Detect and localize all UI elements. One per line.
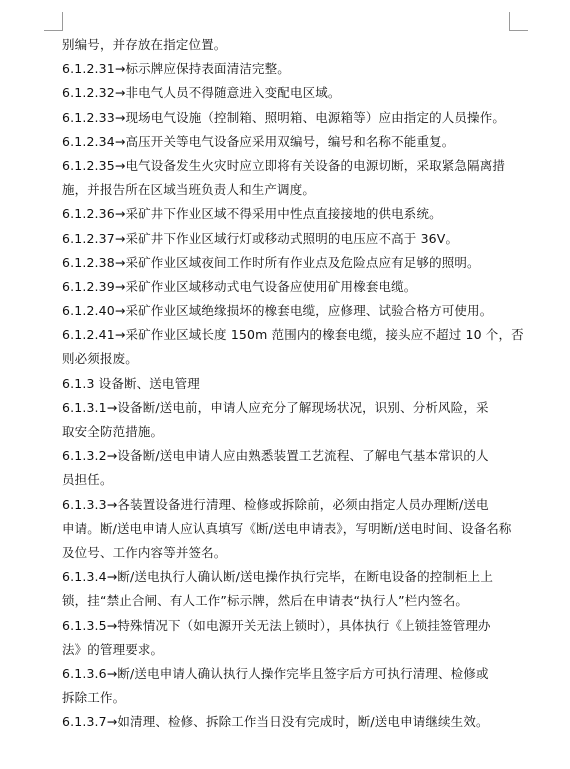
text-line: 6.1.2.31→标示牌应保持表面清洁完整。 bbox=[62, 61, 290, 77]
text-line: 6.1.2.37→采矿井下作业区域行灯或移动式照明的电压应不高于 36V。 bbox=[62, 230, 459, 246]
text-line: 6.1.3.5→特殊情况下（如电源开关无法上锁时），具体执行《上锁挂签管理办 bbox=[62, 617, 491, 633]
text-line: 6.1.2.34→高压开关等电气设备应采用双编号，编号和名称不能重复。 bbox=[62, 133, 455, 149]
text-line: 6.1.2.38→采矿作业区域夜间工作时所有作业点及危险点应有足够的照明。 bbox=[62, 254, 480, 270]
text-line: 员担任。 bbox=[62, 472, 113, 488]
text-line: 则必须报废。 bbox=[62, 351, 138, 367]
text-line: 6.1.2.41→采矿作业区域长度 150m 范围内的橡套电缆，接头应不超过 10 个，否 bbox=[62, 327, 524, 343]
text-line: 6.1.2.32→非电气人员不得随意进入变配电区域。 bbox=[62, 85, 341, 101]
text-line: 锁，挂“禁止合闸、有人工作”标示牌，然后在申请表“执行人”栏内签名。 bbox=[62, 593, 469, 609]
text-line: 6.1.2.35→电气设备发生火灾时应立即将有关设备的电源切断，采取紧急隔离措 bbox=[62, 157, 506, 173]
text-line: 别编号，并存放在指定位置。 bbox=[62, 37, 227, 52]
text-line: 及位号、工作内容等并签名。 bbox=[62, 544, 227, 560]
text-line: 6.1.3.2→设备断/送电申请人应由熟悉装置工艺流程、了解电气基本常识的人 bbox=[62, 448, 489, 464]
text-line: 拆除工作。 bbox=[62, 690, 126, 706]
text-line: 6.1.3.1→设备断/送电前，申请人应充分了解现场状况，识别、分析风险，采 bbox=[62, 399, 489, 415]
text-line: 法》的管理要求。 bbox=[62, 641, 164, 657]
text-line: 申请。断/送电申请人应认真填写《断/送电申请表》，写明断/送电时间、设备名称 bbox=[62, 520, 512, 536]
text-line: 6.1.2.36→采矿井下作业区域不得采用中性点直接接地的供电系统。 bbox=[62, 206, 442, 222]
text-line: 取安全防范措施。 bbox=[62, 424, 164, 439]
text-line: 6.1.3.7→如清理、检修、拆除工作当日没有完成时，断/送电申请继续生效。 bbox=[62, 714, 489, 730]
text-line: 6.1.2.33→现场电气设施（控制箱、照明箱、电源箱等）应由指定的人员操作。 bbox=[62, 109, 506, 125]
text-line: 6.1.3.4→断/送电执行人确认断/送电操作执行完毕，在断电设备的控制柜上上 bbox=[62, 569, 493, 585]
section-heading: 6.1.3 设备断、送电管理 bbox=[62, 375, 200, 391]
document-body[interactable] bbox=[62, 33, 524, 734]
text-line: 6.1.2.39→采矿作业区域移动式电气设备应使用矿用橡套电缆。 bbox=[62, 278, 417, 294]
text-line: 6.1.3.6→断/送电申请人确认执行人操作完毕且签字后方可执行清理、检修或 bbox=[62, 665, 489, 681]
crop-mark-top-right bbox=[509, 12, 528, 31]
text-line: 施，并报告所在区域当班负责人和生产调度。 bbox=[62, 182, 316, 198]
text-line: 6.1.2.40→采矿作业区域绝缘损坏的橡套电缆，应修理、试验合格方可使用。 bbox=[62, 303, 493, 319]
text-line: 6.1.3.3→各装置设备进行清理、检修或拆除前，必须由指定人员办理断/送电 bbox=[62, 496, 489, 512]
crop-mark-top-left bbox=[44, 12, 63, 31]
